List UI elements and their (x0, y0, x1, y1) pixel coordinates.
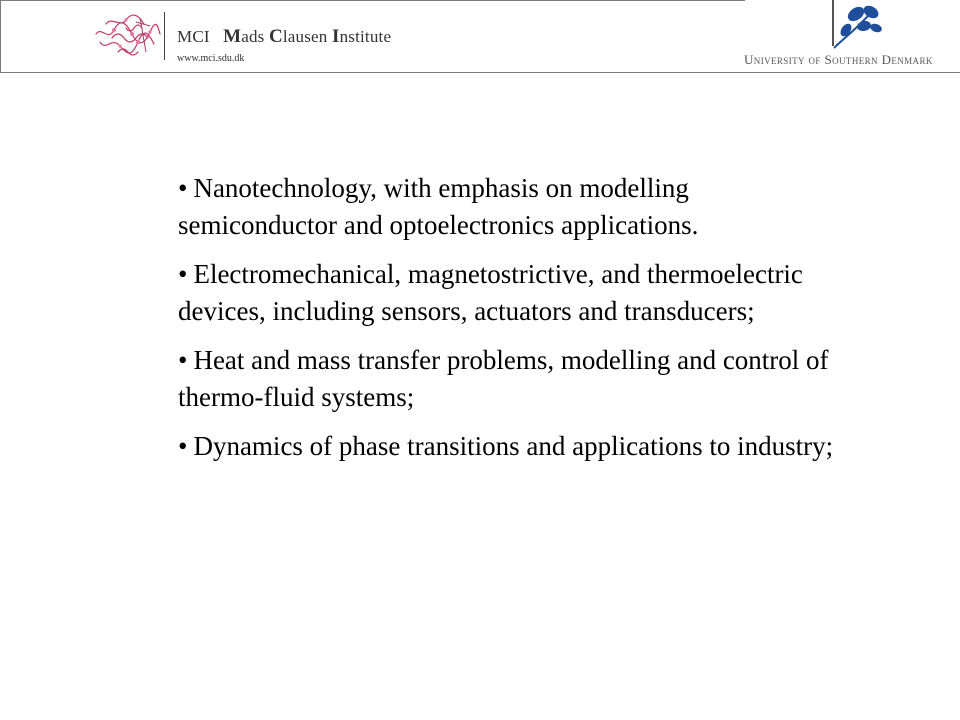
header-separator (164, 12, 165, 60)
header-top-border (0, 0, 745, 1)
bullet-marker: • (178, 173, 188, 203)
institute-word-rest: lausen (282, 27, 328, 46)
bullet-marker: • (178, 259, 188, 289)
institute-word-initial: I (331, 26, 340, 47)
institute-word-rest: nstitute (339, 27, 392, 46)
bullet-text: Dynamics of phase transitions and applications to industry; (193, 431, 834, 461)
header-left-border (0, 0, 1, 73)
institute-url: www.mci.sdu.dk (177, 53, 245, 64)
institute-abbr: MCI (177, 27, 210, 46)
institute-title (177, 26, 391, 48)
bullet-marker: • (178, 345, 188, 375)
leaf-branch-icon (826, 0, 884, 50)
list-item (178, 342, 838, 416)
protein-structure-icon (92, 12, 162, 60)
list-item (178, 428, 838, 465)
list-item (178, 256, 838, 330)
bullet-text: Nanotechnology, with emphasis on modelling semiconductor and optoelectronics applications. (178, 173, 699, 240)
institute-word-initial: M (223, 26, 242, 47)
bullet-text: Heat and mass transfer problems, modelling and control of thermo-fluid systems; (178, 345, 829, 412)
list-item (178, 170, 838, 244)
bullet-marker: • (178, 431, 188, 461)
institute-word-initial: C (268, 26, 283, 47)
bullet-text: Electromechanical, magnetostrictive, and thermoelectric devices, including sensors, actuators and transducers; (178, 259, 803, 326)
research-topics-list (178, 170, 838, 477)
header-bottom-border (0, 72, 960, 73)
institute-word-rest: ads (241, 27, 265, 46)
university-name: University of Southern Denmark (744, 52, 933, 67)
